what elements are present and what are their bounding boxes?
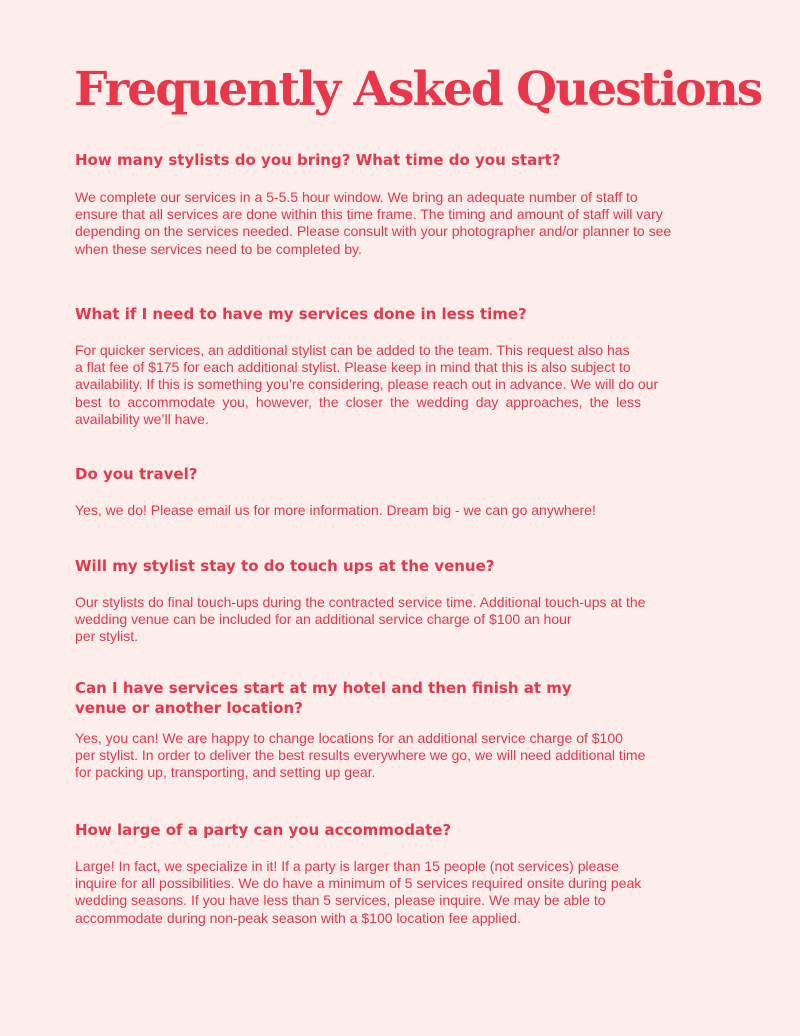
answer-line: a flat fee of $175 for each additional stylist. Please keep in mind that this is also subject to: [75, 359, 631, 376]
page-title: Frequently Asked Questions: [74, 62, 762, 117]
faq-question-less-time: What if I need to have my services done in less time?: [75, 305, 527, 323]
answer-line: when these services need to be completed by.: [75, 240, 362, 257]
answer-line: accommodate during non-peak season with a $100 location fee applied.: [75, 909, 521, 926]
faq-answer-party-size: [75, 858, 695, 927]
answer-line: per stylist.: [75, 628, 139, 645]
answer-line: per stylist. In order to deliver the best results everywhere we go, we will need additional time: [75, 747, 646, 764]
answer-line: Large! In fact, we specialize in it! If a party is larger than 15 people (not services) please: [75, 858, 619, 874]
faq-question-party-size: How large of a party can you accommodate?: [75, 821, 452, 839]
answer-line: availability we’ll have.: [75, 410, 209, 427]
answer-line: ensure that all services are done within this time frame. The timing and amount of staff will vary: [75, 206, 663, 223]
question-line: Can I have services start at my hotel and then finish at my: [75, 679, 572, 697]
faq-answer-touch-ups: [75, 594, 695, 646]
answer-line: best to accommodate you, however, the closer the wedding day approaches, the less: [75, 393, 642, 410]
answer-line: We complete our services in a 5-5.5 hour window. We bring an adequate number of staff to: [75, 189, 638, 205]
faq-answer-stylists: [75, 189, 695, 258]
answer-line: inquire for all possibilities. We do have a minimum of 5 services required onsite during peak: [75, 875, 642, 892]
faq-answer-less-time: [75, 342, 695, 428]
faq-answer-locations: [75, 730, 695, 782]
answer-line: For quicker services, an additional stylist can be added to the team. This request also has: [75, 342, 630, 358]
answer-line: wedding seasons. If you have less than 5 services, please inquire. We may be able to: [75, 892, 606, 909]
answer-line: for packing up, transporting, and setting up gear.: [75, 764, 376, 781]
answer-line: Yes, you can! We are happy to change locations for an additional service charge of $100: [75, 730, 623, 746]
answer-line: availability. If this is something you’re considering, please reach out in advance. We will do our: [75, 376, 659, 393]
faq-question-travel: Do you travel?: [75, 465, 198, 483]
faq-question-stylists: How many stylists do you bring? What time do you start?: [75, 151, 561, 169]
faq-question-locations: [75, 678, 572, 718]
question-line: venue or another location?: [75, 699, 303, 717]
faq-question-touch-ups: Will my stylist stay to do touch ups at the venue?: [75, 557, 495, 575]
answer-line: Our stylists do final touch-ups during the contracted service time. Additional touch-ups at the: [75, 594, 646, 610]
answer-line: depending on the services needed. Please consult with your photographer and/or planner to see: [75, 223, 672, 240]
answer-line: Yes, we do! Please email us for more information. Dream big - we can go anywhere!: [75, 502, 596, 518]
faq-answer-travel: [75, 502, 695, 519]
answer-line: wedding venue can be included for an additional service charge of $100 an hour: [75, 611, 572, 628]
